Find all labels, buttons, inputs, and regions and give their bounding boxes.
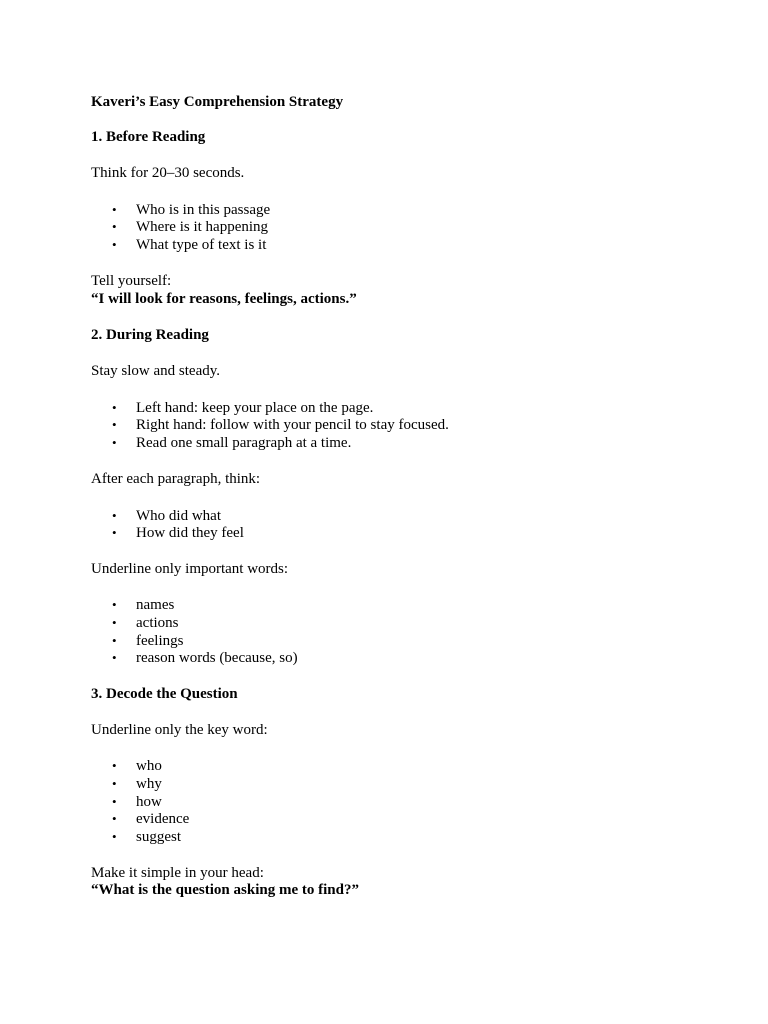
bullet-icon: • bbox=[112, 237, 117, 252]
section-prompt: Make it simple in your head: bbox=[91, 865, 264, 881]
bullet-icon: • bbox=[112, 219, 117, 234]
bullet-icon: • bbox=[112, 597, 117, 612]
bullet-icon: • bbox=[112, 508, 117, 523]
list-item-text: Who is in this passage bbox=[136, 202, 271, 218]
underline-prompt: Underline only important words: bbox=[91, 561, 289, 577]
section-quote: “I will look for reasons, feelings, actions.” bbox=[91, 291, 357, 307]
list-item-text: What type of text is it bbox=[136, 237, 267, 253]
bullet-icon: • bbox=[112, 615, 117, 630]
bullet-icon: • bbox=[112, 758, 117, 773]
bullet-icon: • bbox=[112, 202, 117, 217]
list-item-text: how bbox=[136, 794, 162, 810]
list-item-text: Right hand: follow with your pencil to stay focused. bbox=[136, 417, 449, 433]
list-item-text: Read one small paragraph at a time. bbox=[136, 435, 352, 451]
bullet-icon: • bbox=[112, 794, 117, 809]
list-item-text: feelings bbox=[136, 633, 184, 649]
section-intro: Underline only the key word: bbox=[91, 722, 268, 738]
section-intro: Think for 20–30 seconds. bbox=[91, 165, 245, 181]
bullet-icon: • bbox=[112, 417, 117, 432]
list-item-text: who bbox=[136, 758, 162, 774]
list-item-text: why bbox=[136, 776, 162, 792]
bullet-icon: • bbox=[112, 633, 117, 648]
bullet-icon: • bbox=[112, 400, 117, 415]
list-item-text: How did they feel bbox=[136, 525, 244, 541]
after-paragraph-prompt: After each paragraph, think: bbox=[91, 471, 261, 487]
list-item-text: suggest bbox=[136, 829, 181, 845]
list-item-text: names bbox=[136, 597, 175, 613]
bullet-icon: • bbox=[112, 829, 117, 844]
bullet-icon: • bbox=[112, 650, 117, 665]
document-title: Kaveri’s Easy Comprehension Strategy bbox=[91, 94, 344, 110]
bullet-icon: • bbox=[112, 525, 117, 540]
list-item-text: Left hand: keep your place on the page. bbox=[136, 400, 374, 416]
list-item-text: evidence bbox=[136, 811, 190, 827]
list-item-text: actions bbox=[136, 615, 179, 631]
bullet-icon: • bbox=[112, 435, 117, 450]
list-item-text: Where is it happening bbox=[136, 219, 269, 235]
section-prompt: Tell yourself: bbox=[91, 273, 172, 289]
bullet-icon: • bbox=[112, 776, 117, 791]
section-intro: Stay slow and steady. bbox=[91, 363, 221, 379]
list-item-text: Who did what bbox=[136, 508, 221, 524]
section-heading-during-reading: 2. During Reading bbox=[91, 327, 209, 343]
section-heading-before-reading: 1. Before Reading bbox=[91, 129, 206, 145]
list-item-text: reason words (because, so) bbox=[136, 650, 298, 666]
section-heading-decode-question: 3. Decode the Question bbox=[91, 686, 238, 702]
bullet-icon: • bbox=[112, 811, 117, 826]
section-quote: “What is the question asking me to find?” bbox=[91, 882, 359, 898]
